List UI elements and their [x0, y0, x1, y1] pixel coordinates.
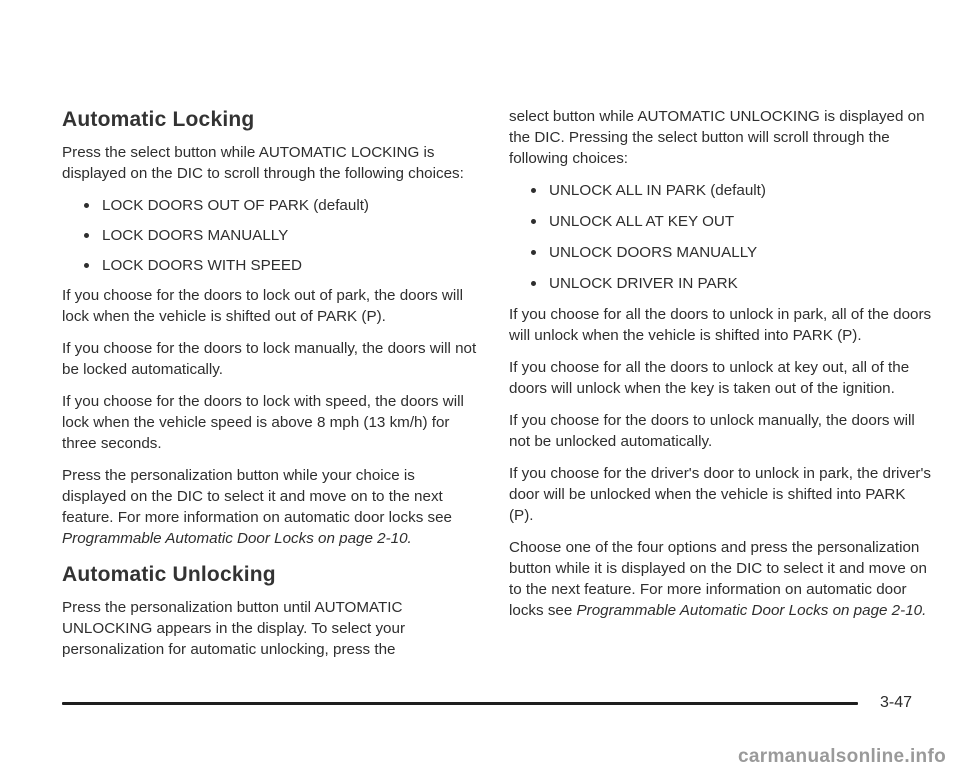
paragraph: select button while AUTOMATIC UNLOCKING is displayed on the DIC. Pressing the select button will scroll through the following choices: [509, 108, 925, 167]
paragraph-text: Press the personalization button while your choice is displayed on the DIC to select it and move on to the next feature. For more information on automatic door locks see [62, 467, 452, 526]
paragraph: Press the personalization button until AUTOMATIC UNLOCKING appears in the display. To select your personalization for automatic unlocking, press the [62, 599, 405, 658]
heading-automatic-locking: Automatic Locking [62, 108, 255, 131]
list-item: UNLOCK ALL IN PARK (default) [531, 180, 934, 201]
cross-reference: Programmable Automatic Door Locks on page 2-10. [576, 602, 927, 619]
paragraph: If you choose for all the doors to unlock in park, all of the doors will unlock when the vehicle is shifted into PARK (P). [509, 306, 932, 344]
right-column [509, 106, 934, 632]
paragraph: If you choose for the driver's door to unlock in park, the driver's door will be unlocked when the vehicle is shifted into PARK (P). [509, 465, 931, 524]
list-item: UNLOCK DOORS MANUALLY [531, 242, 934, 263]
paragraph: If you choose for the doors to lock with speed, the doors will lock when the vehicle speed is above 8 mph (13 km/h) for three seconds. [62, 393, 464, 452]
cross-reference: Programmable Automatic Door Locks on page 2-10. [62, 530, 412, 547]
left-column [62, 108, 482, 671]
list-item: LOCK DOORS WITH SPEED [84, 255, 482, 276]
watermark: carmanualsonline.info [738, 746, 946, 767]
footer-rule [62, 702, 858, 705]
choices-list [509, 180, 934, 294]
list-item: LOCK DOORS MANUALLY [84, 225, 482, 246]
paragraph: Press the select button while AUTOMATIC LOCKING is displayed on the DIC to scroll through the following choices: [62, 144, 464, 182]
paragraph: If you choose for the doors to lock out of park, the doors will lock when the vehicle is shifted out of PARK (P). [62, 287, 463, 325]
list-item: LOCK DOORS OUT OF PARK (default) [84, 195, 482, 216]
paragraph [62, 465, 482, 549]
list-item: UNLOCK ALL AT KEY OUT [531, 211, 934, 232]
paragraph: If you choose for the doors to lock manually, the doors will not be locked automatically. [62, 340, 477, 378]
choices-list [62, 195, 482, 276]
paragraph-text: Choose one of the four options and press the personalization button while it is displayed on the DIC to select it and move on to the next feature. For more information on automatic door locks see [509, 539, 927, 619]
paragraph: If you choose for the doors to unlock manually, the doors will not be unlocked automatically. [509, 412, 915, 450]
heading-automatic-unlocking: Automatic Unlocking [62, 563, 276, 586]
paragraph: If you choose for all the doors to unlock at key out, all of the doors will unlock when the key is taken out of the ignition. [509, 359, 910, 397]
page-number: 3-47 [880, 694, 913, 711]
paragraph [509, 537, 934, 621]
list-item: UNLOCK DRIVER IN PARK [531, 273, 934, 294]
